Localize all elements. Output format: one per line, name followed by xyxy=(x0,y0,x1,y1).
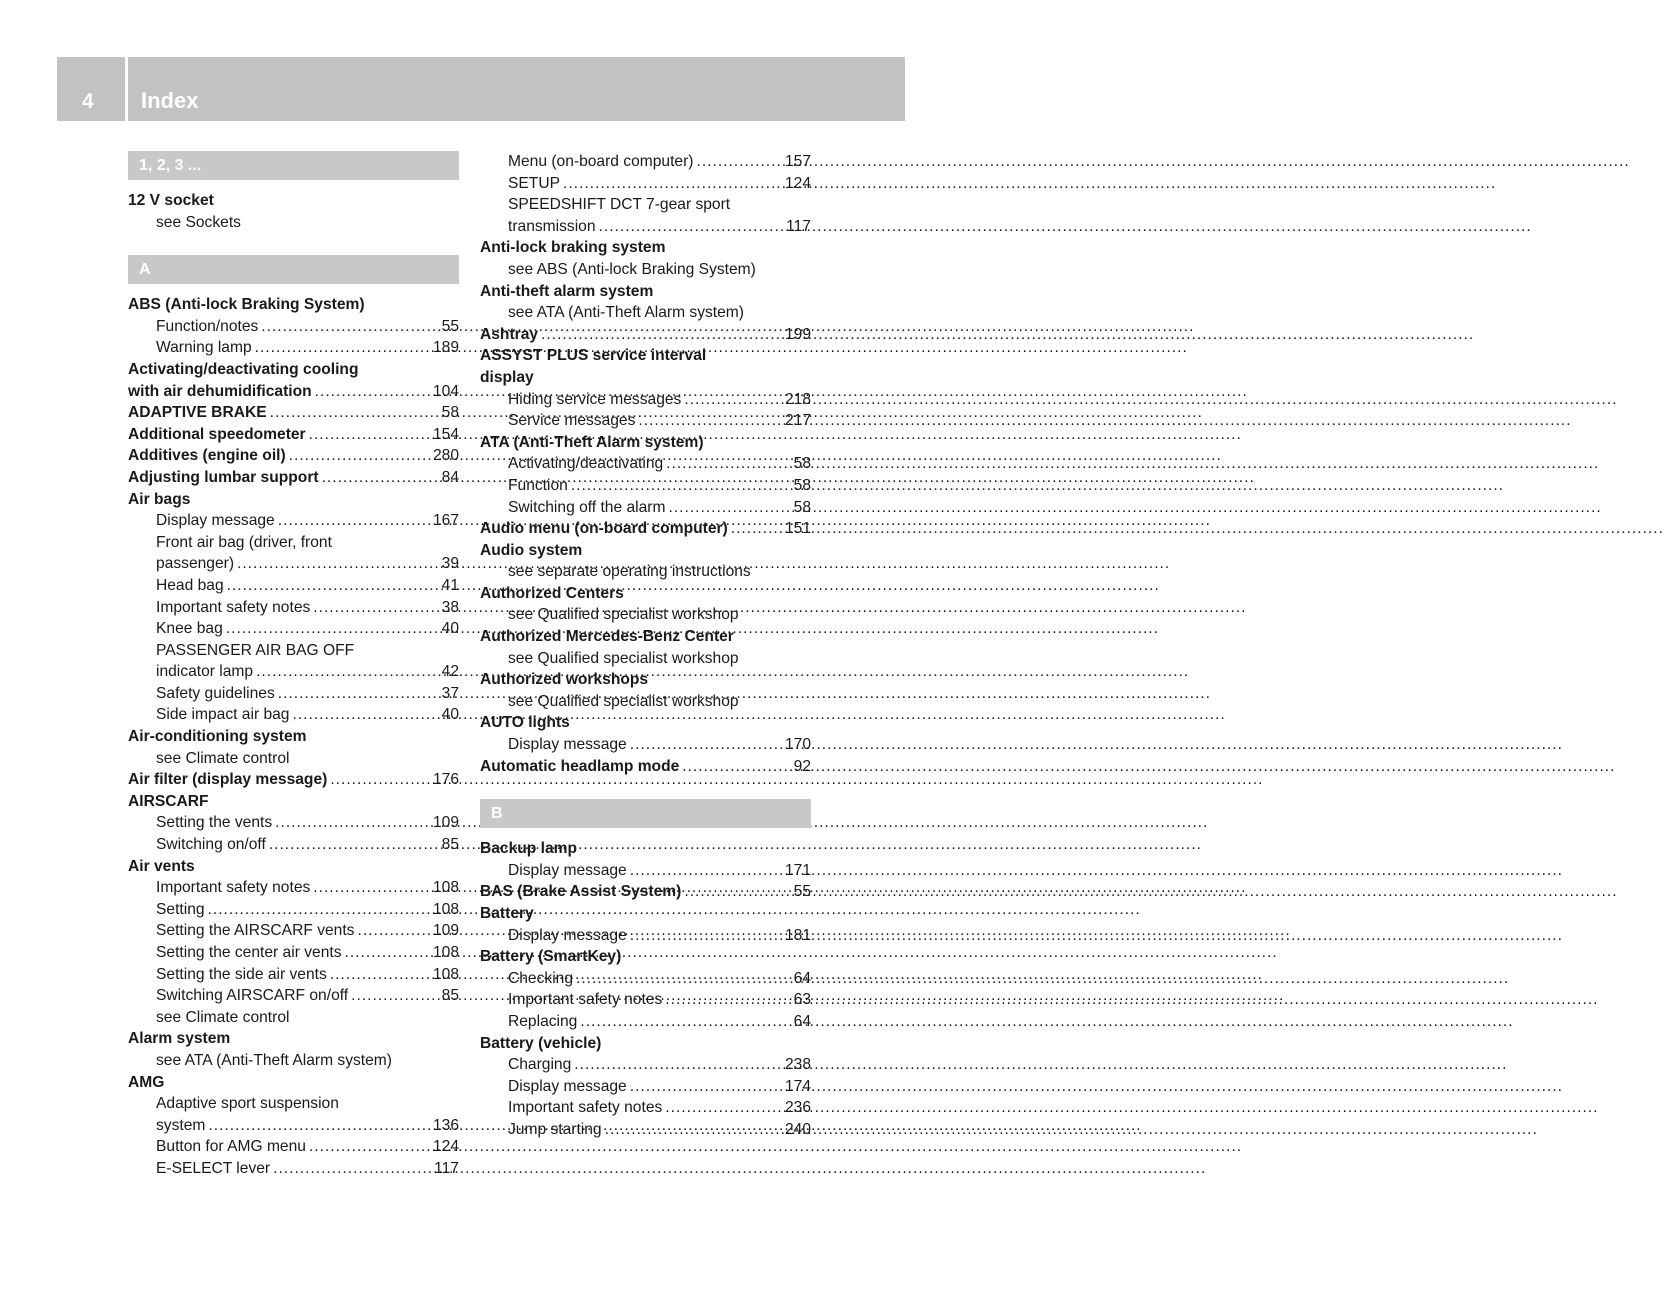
entry-text: Side impact air bag xyxy=(156,706,290,724)
entry-text: SPEEDSHIFT DCT 7-gear sport xyxy=(508,196,731,214)
index-subentry xyxy=(480,1119,811,1141)
index-subentry xyxy=(128,1115,459,1137)
dot-leader xyxy=(563,173,782,195)
page-ref[interactable]: 85 xyxy=(441,987,459,1005)
index-entry xyxy=(480,345,811,367)
index-subentry xyxy=(128,212,459,234)
entry-text: Activating/deactivating cooling xyxy=(128,360,359,378)
dot-leader xyxy=(571,475,791,497)
index-subentry xyxy=(128,834,459,856)
entry-text: Head bag xyxy=(156,576,224,594)
page-ref[interactable]: 236 xyxy=(784,1099,811,1117)
index-subentry xyxy=(480,648,811,670)
entry-text: Backup lamp xyxy=(480,840,578,858)
index-column-left xyxy=(128,151,459,1180)
index-subentry xyxy=(480,691,811,713)
page-ref[interactable]: 58 xyxy=(793,455,811,473)
index-subentry xyxy=(128,597,459,619)
entry-text: see Qualified specialist workshop xyxy=(508,606,739,624)
entry-text: Display message xyxy=(508,736,627,754)
entry-text: AUTO lights xyxy=(480,714,570,732)
entry-text: Anti-lock braking system xyxy=(480,239,666,257)
dot-leader xyxy=(630,860,782,882)
entry-text: see ABS (Anti-lock Braking System) xyxy=(508,260,756,278)
dot-leader xyxy=(666,453,790,475)
index-entry xyxy=(480,518,811,540)
index-entry xyxy=(480,540,811,562)
entry-text: Important safety notes xyxy=(508,991,663,1009)
dot-leader xyxy=(313,597,438,619)
page-ref[interactable]: 136 xyxy=(432,1116,459,1134)
page-ref[interactable]: 108 xyxy=(432,900,459,918)
dot-leader xyxy=(309,424,430,446)
entry-text: Setting the center air vents xyxy=(156,944,342,961)
entry-text: Anti-theft alarm system xyxy=(480,282,654,300)
index-subentry xyxy=(128,964,459,986)
entry-text: Display message xyxy=(508,926,627,944)
index-entry xyxy=(128,381,459,403)
index-subentry xyxy=(480,734,811,756)
entry-text: PASSENGER AIR BAG OFF xyxy=(156,641,355,659)
page-number: 4 xyxy=(82,90,94,113)
section-heading: A xyxy=(128,255,459,284)
page-ref[interactable]: 64 xyxy=(793,1012,811,1030)
entry-text: see ATA (Anti-Theft Alarm system) xyxy=(156,1051,392,1069)
page-ref[interactable]: 85 xyxy=(441,836,459,854)
entry-text: Hiding service messages xyxy=(508,390,682,408)
index-entry xyxy=(480,626,811,648)
section-heading: B xyxy=(480,799,811,828)
page-ref[interactable]: 108 xyxy=(432,965,459,983)
index-entry xyxy=(128,726,459,748)
section-gap xyxy=(480,828,811,838)
page-ref[interactable]: 40 xyxy=(441,706,459,724)
page-ref[interactable]: 63 xyxy=(793,991,811,1009)
index-subentry xyxy=(128,1050,459,1072)
entry-text: SETUP xyxy=(508,174,560,192)
index-subentry xyxy=(128,510,459,532)
entry-text: Front air bag (driver, front xyxy=(156,533,332,551)
index-entry xyxy=(128,1072,459,1094)
dot-leader xyxy=(580,1011,790,1033)
page-ref[interactable]: 151 xyxy=(784,520,811,538)
entry-text: Air-conditioning system xyxy=(128,728,307,746)
entry-text: Safety guidelines xyxy=(156,684,275,702)
page-ref[interactable]: 240 xyxy=(784,1120,811,1138)
dot-leader xyxy=(682,756,790,778)
index-subentry xyxy=(480,453,811,475)
entry-text: display xyxy=(480,368,534,386)
header-divider xyxy=(125,57,128,121)
index-entry xyxy=(128,445,459,467)
index-entry xyxy=(128,359,459,381)
page-ref[interactable]: 108 xyxy=(432,879,459,897)
dot-leader xyxy=(630,925,782,947)
page-ref[interactable]: 181 xyxy=(784,926,811,944)
dot-leader xyxy=(345,942,430,964)
page-ref[interactable]: 109 xyxy=(432,814,459,832)
index-subentry xyxy=(480,561,811,583)
entry-text: see Qualified specialist workshop xyxy=(508,649,739,667)
entry-text: Display message xyxy=(508,1077,627,1095)
index-subentry xyxy=(480,1054,811,1076)
dot-leader xyxy=(357,920,429,942)
index-entry xyxy=(480,583,811,605)
dot-leader xyxy=(269,834,439,856)
index-entry xyxy=(128,294,459,316)
entry-text: ASSYST PLUS service interval xyxy=(480,347,707,365)
index-subentry xyxy=(128,1136,459,1158)
entry-text: Automatic headlamp mode xyxy=(480,757,680,775)
entry-text: Ashtray xyxy=(480,325,539,343)
entry-text: ABS (Anti-lock Braking System) xyxy=(128,296,365,314)
page-ref[interactable]: 55 xyxy=(441,317,459,335)
index-entry xyxy=(128,190,459,212)
index-entry xyxy=(480,324,811,346)
page-ref[interactable]: 218 xyxy=(784,390,811,408)
page-ref[interactable]: 58 xyxy=(793,498,811,516)
entry-text: Display message xyxy=(508,861,627,879)
dot-leader xyxy=(256,661,439,683)
index-subentry xyxy=(480,860,811,882)
page-ref[interactable]: 58 xyxy=(793,476,811,494)
dot-leader xyxy=(630,1076,782,1098)
entry-text: Charging xyxy=(508,1056,572,1074)
index-entry xyxy=(128,467,459,489)
page-ref[interactable]: 189 xyxy=(432,339,459,357)
entry-text: Replacing xyxy=(508,1012,578,1030)
index-subentry xyxy=(128,316,459,338)
dot-leader xyxy=(330,769,430,791)
dot-leader xyxy=(292,704,438,726)
page-ref[interactable]: 104 xyxy=(432,382,459,400)
entry-text: Important safety notes xyxy=(156,598,311,616)
entry-text: Important safety notes xyxy=(156,879,311,897)
entry-text: system xyxy=(156,1116,206,1134)
page-ref[interactable]: 109 xyxy=(432,922,459,940)
page-ref[interactable]: 41 xyxy=(441,576,459,594)
dot-leader xyxy=(315,381,430,403)
index-column-right xyxy=(480,151,811,1141)
dot-leader xyxy=(731,518,782,540)
index-subentry xyxy=(480,151,811,173)
entry-text: passenger) xyxy=(156,555,235,573)
index-subentry xyxy=(128,640,459,662)
index-subentry xyxy=(128,920,459,942)
section-spacer xyxy=(128,233,459,255)
page-ref[interactable]: 124 xyxy=(432,1138,459,1156)
dot-leader xyxy=(273,1158,431,1180)
index-entry xyxy=(128,856,459,878)
dot-leader xyxy=(208,1115,430,1137)
dot-leader xyxy=(574,1054,782,1076)
index-subentry xyxy=(480,1076,811,1098)
index-subentry xyxy=(128,337,459,359)
entry-text: ATA (Anti-Theft Alarm system) xyxy=(480,433,704,451)
index-subentry xyxy=(480,497,811,519)
index-entry xyxy=(480,237,811,259)
page-ref[interactable]: 167 xyxy=(432,512,459,530)
entry-text: Switching AIRSCARF on/off xyxy=(156,987,349,1005)
index-subentry xyxy=(128,532,459,554)
page-ref[interactable]: 170 xyxy=(784,736,811,754)
dot-leader xyxy=(684,881,790,903)
dot-leader xyxy=(665,1097,782,1119)
page-ref[interactable]: 108 xyxy=(432,944,459,961)
index-subentry xyxy=(128,877,459,899)
entry-text: Switching off the alarm xyxy=(508,498,666,516)
index-subentry xyxy=(480,968,811,990)
page-ref[interactable]: 55 xyxy=(793,883,811,901)
entry-text: transmission xyxy=(508,217,596,235)
index-subentry xyxy=(128,1158,459,1180)
page-ref[interactable]: 37 xyxy=(441,684,459,702)
entry-text: see separate operating instructions xyxy=(508,563,751,581)
index-subentry xyxy=(128,1093,459,1115)
dot-leader xyxy=(261,316,438,338)
index-entry xyxy=(128,424,459,446)
dot-leader xyxy=(605,1119,782,1141)
index-subentry xyxy=(480,302,811,324)
index-subentry xyxy=(128,575,459,597)
index-subentry xyxy=(480,989,811,1011)
page-ref[interactable]: 124 xyxy=(784,174,811,192)
dot-leader xyxy=(351,985,439,1007)
entry-text: Battery xyxy=(480,905,534,922)
entry-text: Setting the side air vents xyxy=(156,965,327,983)
page-ref[interactable]: 171 xyxy=(784,861,811,879)
index-subentry xyxy=(128,985,459,1007)
entry-text: AIRSCARF xyxy=(128,792,209,810)
index-entry xyxy=(480,712,811,734)
entry-text: Checking xyxy=(508,969,574,987)
index-subentry xyxy=(128,942,459,964)
index-subentry xyxy=(128,683,459,705)
entry-text: see Sockets xyxy=(156,213,241,231)
dot-leader xyxy=(278,683,439,705)
page-ref[interactable]: 40 xyxy=(441,620,459,638)
dot-leader xyxy=(696,151,781,173)
entry-text: 12 V socket xyxy=(128,192,214,209)
dot-leader xyxy=(313,877,430,899)
dot-leader xyxy=(630,734,782,756)
index-subentry xyxy=(480,604,811,626)
page-ref[interactable]: 280 xyxy=(432,447,459,465)
entry-text: Setting the AIRSCARF vents xyxy=(156,922,355,940)
index-entry xyxy=(480,432,811,454)
index-subentry xyxy=(480,410,811,432)
page-title: Index xyxy=(141,88,199,113)
entry-text: Jump starting xyxy=(508,1120,602,1138)
page-ref[interactable]: 199 xyxy=(784,325,811,343)
index-subentry xyxy=(480,216,811,238)
entry-text: Warning lamp xyxy=(156,339,252,357)
entry-text: Knee bag xyxy=(156,620,223,638)
entry-text: Button for AMG menu xyxy=(156,1138,306,1156)
section-gap xyxy=(128,284,459,294)
section-heading: 1, 2, 3 ... xyxy=(128,151,459,180)
entry-text: Alarm system xyxy=(128,1030,231,1048)
index-subentry xyxy=(128,661,459,683)
page-ref[interactable]: 174 xyxy=(784,1077,811,1095)
page-ref[interactable]: 117 xyxy=(434,1159,459,1177)
dot-leader xyxy=(665,989,790,1011)
entry-text: Setting the vents xyxy=(156,814,273,832)
dot-leader xyxy=(541,324,782,346)
entry-text: Setting xyxy=(156,900,205,918)
index-subentry xyxy=(128,748,459,770)
index-entry xyxy=(128,791,459,813)
index-entry xyxy=(128,1028,459,1050)
index-entry xyxy=(480,1033,811,1055)
entry-text: Additional speedometer xyxy=(128,425,306,443)
entry-text: Air vents xyxy=(128,857,195,875)
entry-text: Battery (vehicle) xyxy=(480,1034,602,1052)
page-ref[interactable]: 157 xyxy=(784,153,811,170)
index-subentry xyxy=(128,1007,459,1029)
entry-text: AMG xyxy=(128,1073,165,1091)
page-ref[interactable]: 92 xyxy=(793,757,811,775)
index-subentry xyxy=(480,173,811,195)
entry-text: Activating/deactivating xyxy=(508,455,664,473)
entry-text: see ATA (Anti-Theft Alarm system) xyxy=(508,304,744,322)
dot-leader xyxy=(226,618,439,640)
index-subentry xyxy=(480,259,811,281)
index-subentry xyxy=(480,1097,811,1119)
index-entry xyxy=(480,281,811,303)
page-ref[interactable]: 64 xyxy=(793,969,811,987)
index-entry xyxy=(480,838,811,860)
index-subentry xyxy=(480,1011,811,1033)
page-ref[interactable]: 117 xyxy=(786,217,811,235)
entry-text: Function/notes xyxy=(156,317,259,335)
entry-text: see Qualified specialist workshop xyxy=(508,692,739,710)
page-ref[interactable]: 238 xyxy=(784,1056,811,1074)
entry-text: see Climate control xyxy=(156,749,290,767)
index-subentry xyxy=(480,475,811,497)
index-entry xyxy=(480,903,811,925)
index-subentry xyxy=(128,812,459,834)
dot-leader xyxy=(576,968,791,990)
index-subentry xyxy=(480,925,811,947)
section-gap xyxy=(128,180,459,190)
section-spacer xyxy=(480,777,811,799)
entry-text: Function xyxy=(508,476,568,494)
dot-leader xyxy=(322,467,439,489)
index-subentry xyxy=(128,899,459,921)
index-entry xyxy=(480,669,811,691)
entry-text: Service messages xyxy=(508,412,636,430)
entry-text: indicator lamp xyxy=(156,663,254,681)
entry-text: see Climate control xyxy=(156,1008,290,1026)
page-ref[interactable]: 58 xyxy=(441,404,459,422)
dot-leader xyxy=(275,812,430,834)
entry-text: Air filter (display message) xyxy=(128,771,328,789)
entry-text: Switching on/off xyxy=(156,836,266,854)
entry-text: BAS (Brake Assist System) xyxy=(480,883,682,901)
index-entry xyxy=(128,489,459,511)
page-ref[interactable]: 38 xyxy=(441,598,459,616)
entry-text: Important safety notes xyxy=(508,1099,663,1117)
dot-leader xyxy=(668,497,790,519)
dot-leader xyxy=(684,389,782,411)
index-subentry xyxy=(128,618,459,640)
page-ref[interactable]: 84 xyxy=(441,468,459,486)
entry-text: Additives (engine oil) xyxy=(128,447,286,465)
index-entry xyxy=(480,367,811,389)
dot-leader xyxy=(270,402,439,424)
index-subentry xyxy=(480,389,811,411)
dot-leader xyxy=(278,510,430,532)
entry-text: Audio system xyxy=(480,541,583,559)
entry-text: with air dehumidification xyxy=(128,382,312,400)
page-ref[interactable]: 39 xyxy=(441,555,459,573)
page-ref[interactable]: 217 xyxy=(784,412,811,430)
entry-text: Audio menu (on-board computer) xyxy=(480,520,728,538)
page-ref[interactable]: 154 xyxy=(432,425,459,443)
index-subentry xyxy=(128,553,459,575)
dot-leader xyxy=(638,410,782,432)
index-entry xyxy=(480,756,811,778)
index-subentry xyxy=(480,194,811,216)
dot-leader xyxy=(208,899,430,921)
index-subentry xyxy=(128,704,459,726)
dot-leader xyxy=(599,216,784,238)
page-ref[interactable]: 176 xyxy=(432,771,459,789)
entry-text: ADAPTIVE BRAKE xyxy=(128,404,267,422)
index-entry xyxy=(128,769,459,791)
entry-text: Display message xyxy=(156,512,275,530)
dot-leader xyxy=(227,575,439,597)
index-entry xyxy=(128,402,459,424)
entry-text: Authorized Mercedes-Benz Center xyxy=(480,628,734,646)
dot-leader xyxy=(289,445,430,467)
entry-text: Adjusting lumbar support xyxy=(128,468,319,486)
entry-text: Authorized workshops xyxy=(480,671,649,689)
dot-leader xyxy=(330,964,430,986)
index-entry xyxy=(480,946,811,968)
entry-text: Air bags xyxy=(128,490,191,508)
entry-text: Adaptive sport suspension xyxy=(156,1095,339,1113)
entry-text: Battery (SmartKey) xyxy=(480,948,622,966)
page-ref[interactable]: 42 xyxy=(441,663,459,681)
entry-text: Authorized Centers xyxy=(480,584,624,602)
dot-leader xyxy=(237,553,439,575)
index-entry xyxy=(480,881,811,903)
entry-text: E-SELECT lever xyxy=(156,1159,271,1177)
dot-leader xyxy=(309,1136,430,1158)
dot-leader xyxy=(255,337,430,359)
entry-text: Menu (on-board computer) xyxy=(508,153,694,170)
